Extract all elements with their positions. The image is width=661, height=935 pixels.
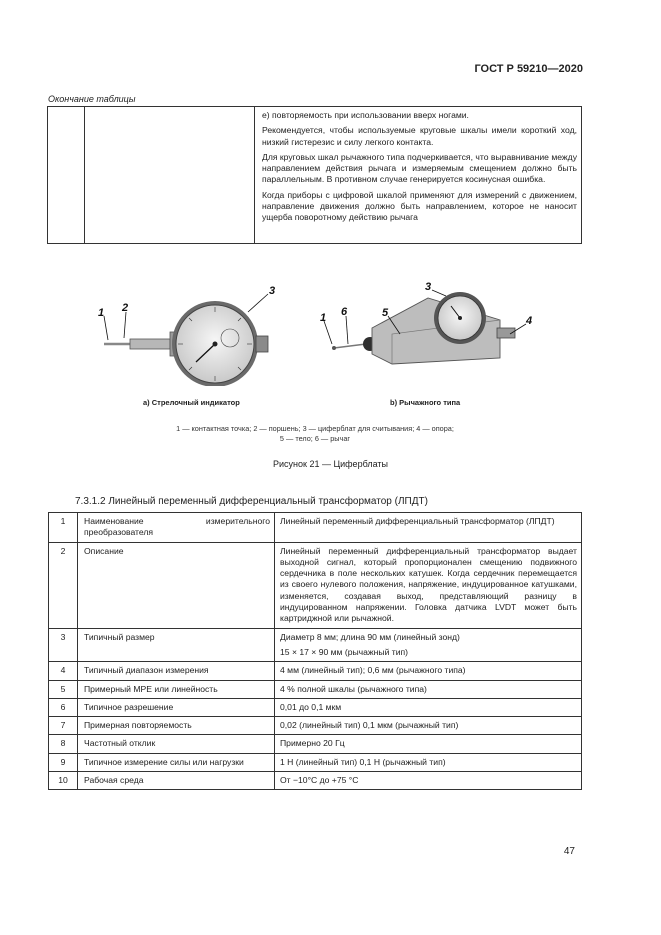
row-number: 7 <box>49 717 78 735</box>
table-row <box>48 107 582 244</box>
label-plunger: 2 <box>122 302 129 314</box>
parameter-value: 1 Н (линейный тип) 0,1 Н (рычажный тип) <box>275 753 582 771</box>
row-number: 6 <box>49 698 78 716</box>
paragraph: Для круговых шкал рычажного типа подчеркивается, что выравнивание между направлением действия рычага и измеряемым смещением должно быть параллельным. В противном случае генерируется косинусная ошибка. <box>262 151 577 185</box>
row-number: 10 <box>49 772 78 790</box>
label-dial: 3 <box>425 281 432 293</box>
value-line: 15 × 17 × 90 мм (рычажный тип) <box>280 646 409 657</box>
section-title: 7.3.1.2 Линейный переменный дифференциальный трансформатор (ЛПДТ) <box>75 496 428 507</box>
table-row <box>49 735 582 753</box>
dial-indicators-figure <box>90 276 550 386</box>
table-cell <box>48 107 85 244</box>
table-row <box>49 542 582 628</box>
parameter-name: Частотный отклик <box>78 735 275 753</box>
label-body: 5 <box>382 307 389 319</box>
parameter-value: Линейный переменный дифференциальный трансформатор (ЛПДТ) <box>275 513 582 543</box>
parameter-value: 4 мм (линейный тип); 0,6 мм (рычажного типа) <box>275 662 582 680</box>
legend-line: 1 — контактная точка; 2 — поршень; 3 — циферблат для считывания; 4 — опора; <box>176 424 454 433</box>
parameter-value: 0,02 (линейный тип) 0,1 мкм (рычажный тип) <box>275 717 582 735</box>
table-row <box>49 513 582 543</box>
parameter-name: Наименование измерительного преобразователя <box>78 513 275 543</box>
table-row <box>49 662 582 680</box>
table-row <box>49 717 582 735</box>
paragraph: Когда приборы с цифровой шкалой применяют для измерений с движением, направление движения должно быть направлением, которое не наносит ущерба поворотному действию рычага <box>262 189 577 223</box>
parameter-name: Типичное измерение силы или нагрузки <box>78 753 275 771</box>
row-number: 2 <box>49 542 78 628</box>
paragraph: Рекомендуется, чтобы используемые круговые шкалы имели короткий ход, низкий гистерезис и силу легкого контакта. <box>262 125 577 147</box>
table-cell <box>85 107 255 244</box>
continuation-table <box>47 106 582 244</box>
label-dial: 3 <box>269 285 276 297</box>
parameter-name: Примерная повторяемость <box>78 717 275 735</box>
standard-header: ГОСТ Р 59210—2020 <box>474 63 583 75</box>
label-support: 4 <box>526 315 533 327</box>
parameter-value: 4 % полной шкалы (рычажного типа) <box>275 680 582 698</box>
parameter-name: Примерный MPE или линейность <box>78 680 275 698</box>
parameter-value: От −10°С до +75 °С <box>275 772 582 790</box>
row-number: 1 <box>49 513 78 543</box>
parameter-value: 0,01 до 0,1 мкм <box>275 698 582 716</box>
paragraph: е) повторяемость при использовании вверх ногами. <box>262 110 469 120</box>
parameter-name: Типичный диапазон измерения <box>78 662 275 680</box>
parameter-value <box>275 628 582 662</box>
table-row <box>49 680 582 698</box>
page-number: 47 <box>563 846 575 857</box>
row-number: 4 <box>49 662 78 680</box>
value-line: Диаметр 8 мм; длина 90 мм (линейный зонд) <box>280 631 460 642</box>
parameter-name: Типичный размер <box>78 628 275 662</box>
label-contact-point: 1 <box>320 312 327 324</box>
table-cell <box>255 107 582 244</box>
parameter-value: Линейный переменный дифференциальный трансформатор выдает выходной сигнал, который пропорционален смещению подвижного сердечника в поле нескольких катушек. Когда сердечник перемещается из своего нулевого положения, напряжение, индуцированное катушками, изменяется, создавая выход, представляющий разницу в индуцированном напряжении. Головка датчика LVDT может быть картриджной или рычажной. <box>275 542 582 628</box>
figure-caption-a: а) Стрелочный индикатор <box>143 398 240 407</box>
legend-line: 5 — тело; 6 — рычаг <box>279 434 351 443</box>
figure-title: Рисунок 21 — Циферблаты <box>273 459 388 469</box>
row-number: 9 <box>49 753 78 771</box>
lvdt-spec-table <box>48 512 582 790</box>
label-contact-point: 1 <box>98 307 105 319</box>
table-row <box>49 628 582 662</box>
table-row <box>49 772 582 790</box>
parameter-name: Рабочая среда <box>78 772 275 790</box>
parameter-name: Описание <box>78 542 275 628</box>
parameter-name: Типичное разрешение <box>78 698 275 716</box>
table-continuation-label: Окончание таблицы <box>48 94 136 104</box>
row-number: 8 <box>49 735 78 753</box>
figure-legend <box>130 424 500 444</box>
row-number: 3 <box>49 628 78 662</box>
label-lever: 6 <box>341 306 348 318</box>
plunger-dial-indicator <box>104 301 268 386</box>
table-row <box>49 753 582 771</box>
parameter-value: Примерно 20 Гц <box>275 735 582 753</box>
row-number: 5 <box>49 680 78 698</box>
figure-caption-b: b) Рычажного типа <box>390 398 461 407</box>
table-row <box>49 698 582 716</box>
lever-dial-indicator <box>332 292 515 364</box>
